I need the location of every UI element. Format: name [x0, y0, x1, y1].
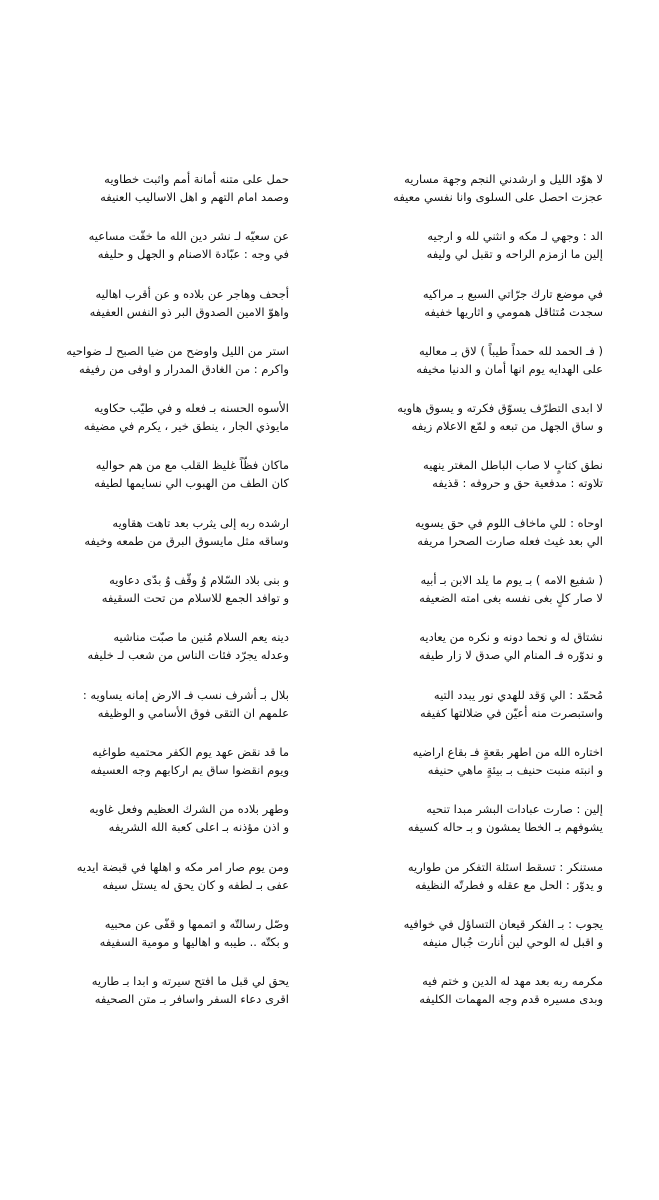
verse-line: اقرى دعاء السفر واسافر بـ متن الصحيفه: [94, 992, 289, 1007]
right-stanza: [313, 285, 603, 342]
verse-line: تلاوته : مدفعية حق و حروفه : قذيفه: [432, 476, 603, 491]
verse-line: لا هوّد الليل و ارشدني النجم وجهة مساريه: [404, 172, 603, 186]
verse-line: و بنى بلاد السّلام وُ وقّف وُ بدّى دعاويه: [109, 573, 289, 588]
left-stanza: [0, 456, 289, 513]
verse-line: واكرم : من الغادق المدرار و اوفى من رفيفه: [78, 361, 289, 376]
verse-line: اوحاه : للي ماخاف اللوم في حق يسويه: [414, 515, 603, 530]
right-stanza: [313, 858, 603, 915]
verse-line: و بكتّه .. طيبه و اهاليها و مومية السفيفه: [99, 934, 289, 949]
verse-line: عن سعيّه لـ نشر دين الله ما خفّت مساعيه: [88, 229, 289, 244]
verse-line: وساقه مثل مايسوق البرق من طمعه وخيفه: [84, 533, 289, 548]
left-stanza: [0, 285, 289, 342]
verse-line: لا صار كلٍ بغى نفسه بغى امته الضعيفه: [419, 591, 603, 606]
verse-line: نشتاق له و نحما دونه و نكره من يعاديه: [419, 630, 603, 645]
verse-line: يشوفهم بـ الخطا يمشون و بـ حاله كسيفه: [407, 820, 603, 835]
verse-line: أجحف وهاجر عن بلاده و عن أقرب اهاليه: [95, 286, 289, 301]
right-stanza: [313, 915, 603, 972]
left-stanza: [0, 800, 289, 857]
left-stanza: [0, 399, 289, 456]
left-stanza: [0, 628, 289, 685]
verse-line: وصّل رسالتّه و اتممها و قفّى عن محبيه: [104, 916, 289, 931]
verse-line: استر من الليل واوضح من ضيا الصبح لـ ضواحيه: [66, 343, 289, 358]
right-stanza: [313, 972, 603, 1029]
right-stanza: [313, 514, 603, 571]
right-stanza: [313, 399, 603, 456]
verse-line: عفى بـ لطفه و كان يحق له يستل سيفه: [102, 877, 289, 892]
verse-line: مستنكر : تسقط اسئلة التفكر من طواريه: [407, 859, 603, 874]
left-stanza: [0, 514, 289, 571]
verse-line: عجزت احصل على السلوى وانا نفسي معيفه: [393, 190, 603, 204]
verse-line: و اقبل له الوحي لين أنارت جُبال منيفه: [422, 934, 603, 949]
right-stanza: [313, 800, 603, 857]
right-stanza: [313, 227, 603, 284]
verse-line: في وجه : عبّادة الاصنام و الجهل و حليفه: [97, 247, 289, 262]
verse-line: سجدت مُتثاقل همومي و اثاريها خفيفه: [424, 304, 603, 319]
verse-line: يحق لي قبل ما افتح سيرته و ابدا بـ طاريه: [91, 974, 289, 989]
poem-column-right: [313, 170, 603, 1029]
verse-line: الأسوه الحسنه بـ فعله و في طيّب حكاويه: [94, 401, 289, 416]
left-stanza: [0, 571, 289, 628]
verse-line: بلال بـ أشرف نسب فـ الارض إمانه يساويه :: [82, 687, 289, 702]
right-stanza: [313, 342, 603, 399]
left-stanza: [0, 743, 289, 800]
verse-line: و ساق الجهل من تبعه و لمّع الاعلام زيفه: [411, 419, 603, 434]
verse-line: ماكان فظّاً غليظ القلب مع من هم حواليه: [95, 458, 289, 473]
verse-line: مايوذي الجار ، ينطق خير ، يكرم في مضيفه: [83, 419, 289, 434]
right-stanza: [313, 170, 603, 227]
verse-line: ويوم انقضوا ساق يم اركابهم وجه العسيفه: [90, 762, 289, 777]
left-stanza: [0, 170, 289, 227]
left-stanza: [0, 972, 289, 1029]
verse-line: واستبصرت منه أعيّن في ضلالتها كفيفه: [419, 705, 603, 720]
verse-line: الي بعد غيث فعله صارت الصحرا مريفه: [417, 533, 603, 548]
verse-line: دينه يعم السلام مُنين ما صبّت مناشيه: [113, 630, 289, 645]
verse-line: مكرمه ربه بعد مهد له الدين و ختم فيه: [422, 974, 603, 989]
verse-line: حمل على متنه أمانة أمم واثبت خطاويه: [104, 172, 289, 186]
verse-line: كان الطف من الهبوب الي نسايمها لطيفه: [94, 476, 289, 491]
verse-line: علمهم ان التقى فوق الأسامي و الوظيفه: [97, 705, 289, 720]
right-stanza: [313, 628, 603, 685]
verse-line: نطق كتابٍ لا صاب الباطل المغتر ينهيه: [423, 458, 603, 473]
right-stanza: [313, 686, 603, 743]
verse-line: وطهر بلاده من الشرك العظيم وفعل غاويه: [89, 802, 289, 817]
verse-line: ( شفيع الامه ) بـ يوم ما يلد الابن بـ أبيه: [420, 573, 603, 588]
verse-line: ارشده ربه إلى يثرب بعد تاهت هقاويه: [112, 515, 289, 530]
verse-line: اختاره الله من اطهر بقعةٍ فـ بقاع اراضيه: [412, 744, 603, 759]
verse-line: و توافد الجمع للاسلام من تحت السقيفه: [101, 591, 289, 606]
verse-line: وبدى مسيره قدم وجه المهمات الكليفه: [419, 992, 603, 1007]
verse-line: وعدله يجرّد فئات الناس من شعب لـ خليفه: [87, 648, 289, 663]
verse-line: و ندوّره فـ المنام الي صدق لا زار طيفه: [419, 648, 603, 663]
verse-line: و انبته منبت حنيف بـ بيئةٍ ماهي حنيفه: [427, 762, 603, 777]
left-stanza: [0, 915, 289, 972]
poem-column-left: [0, 170, 289, 1029]
verse-line: الد : وجهي لـ مكه و انثني لله و ارجيه: [427, 229, 603, 244]
verse-line: وصمد امام التهم و اهل الاساليب العنيفه: [100, 190, 289, 204]
left-stanza: [0, 227, 289, 284]
verse-line: في موضع تارك جرّاتي السبع بـ مراكيه: [422, 286, 603, 301]
right-stanza: [313, 456, 603, 513]
verse-line: لا ابدى التطرّف يسوّق فكرته و يسوق هاويه: [397, 401, 603, 416]
left-stanza: [0, 686, 289, 743]
verse-line: على الهدايه يوم انها أمان و الدنيا مخيفه: [416, 361, 603, 376]
right-stanza: [313, 743, 603, 800]
verse-line: ما قد نقض عهد يوم الكفر محتميه طواغيه: [92, 744, 289, 759]
verse-line: إلين : صارت عبادات البشر مبدا تنحيه: [426, 802, 603, 817]
verse-line: واهوّ الامين الصدوق البر ذو النفس العفيفه: [89, 304, 289, 319]
right-stanza: [313, 571, 603, 628]
verse-line: ومن يوم صار امر مكه و اهلها في قبضة ايديه: [76, 859, 289, 874]
verse-line: ( فـ الحمد لله حمداً طيباً ) لاق بـ معاليه: [418, 343, 603, 358]
verse-line: و اذن مؤذنه بـ اعلى كعبة الله الشريفه: [108, 820, 289, 835]
verse-line: مُحمّد : الي وَقد للهدي نور يبدد التيه: [433, 687, 603, 702]
verse-line: و يدوّر : الحل مع عقله و فطرتّه النظيفه: [414, 877, 603, 892]
verse-line: إلين ما ازمزم الراحه و تقبل لي وليفه: [426, 247, 603, 262]
left-stanza: [0, 342, 289, 399]
left-stanza: [0, 858, 289, 915]
verse-line: يجوب : بـ الفكر قيعان التساؤل في خوافيه: [403, 916, 603, 931]
